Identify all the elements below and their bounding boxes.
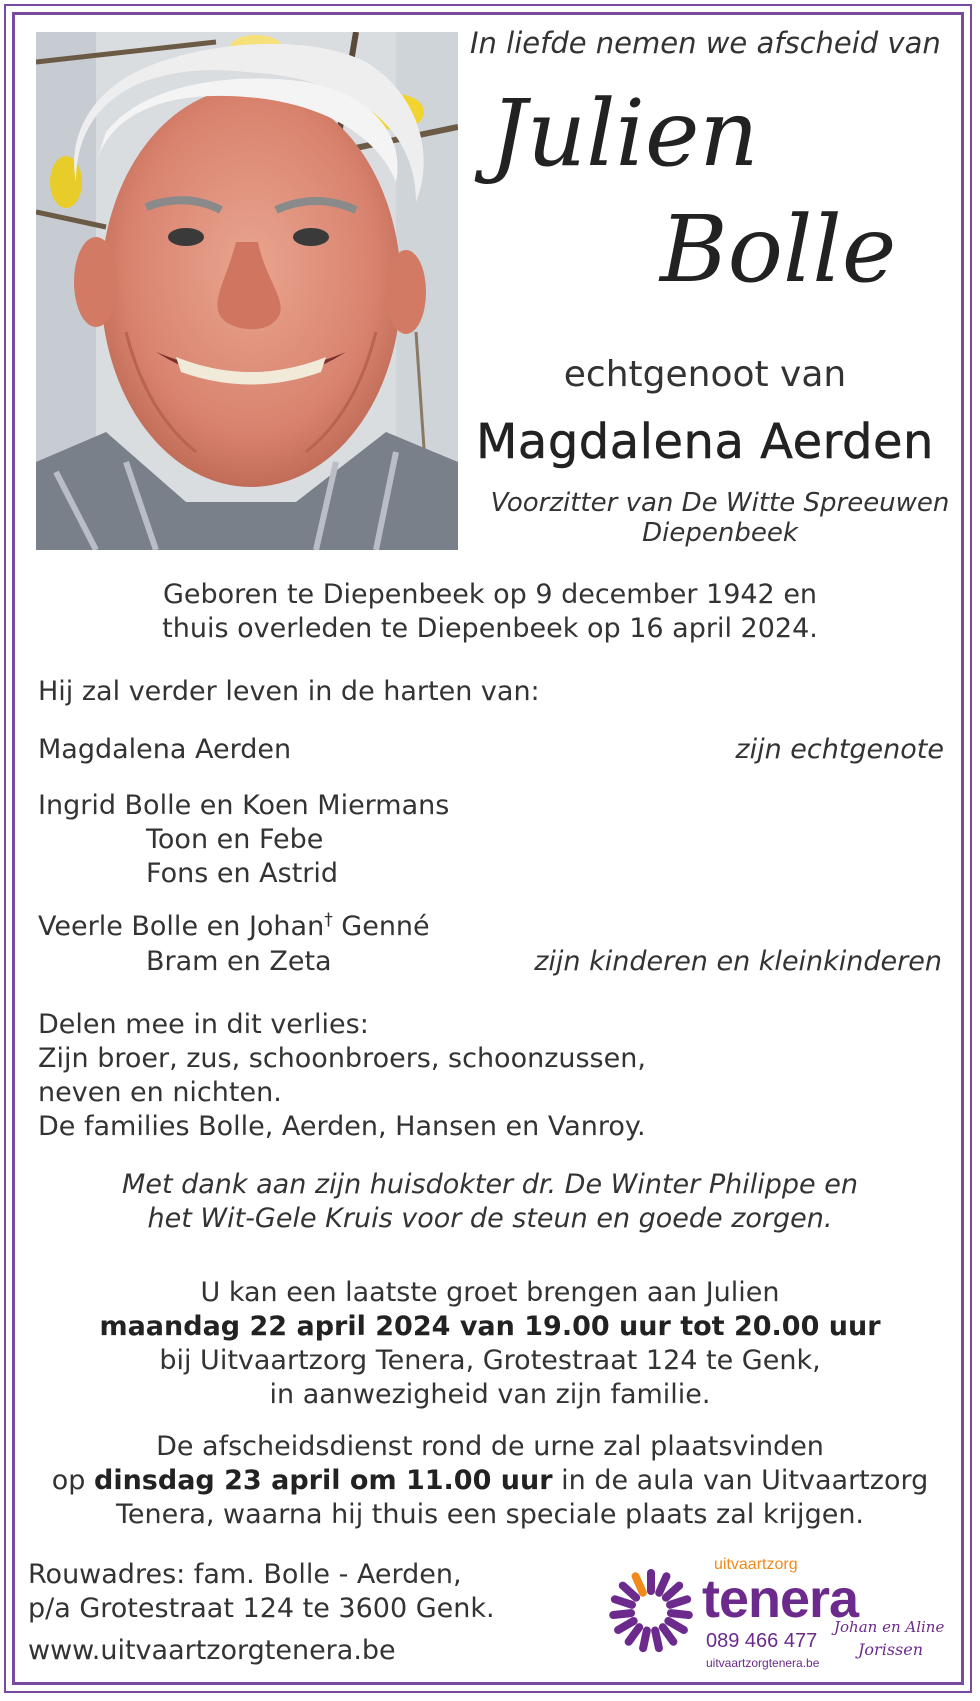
role-line: Diepenbeek xyxy=(642,518,798,548)
dagger-mark: † xyxy=(324,910,333,930)
tenera-logo xyxy=(606,1556,956,1676)
service-datetime: dinsdag 23 april om 11.00 uur xyxy=(94,1465,553,1496)
born-line: thuis overleden te Diepenbeek op 16 april 2024. xyxy=(162,613,818,644)
role-text xyxy=(470,488,970,548)
service-pre: op xyxy=(51,1465,94,1496)
share-loss-line: Zijn broer, zus, schoonbroers, schoonzussen, xyxy=(38,1043,646,1074)
visit-datetime: maandag 22 april 2024 van 19.00 uur tot 20.00 uur xyxy=(99,1311,881,1342)
visit-line: in aanwezigheid van zijn familie. xyxy=(269,1379,711,1410)
visit-block xyxy=(0,1276,980,1412)
thanks-line: Met dank aan zijn huisdokter dr. De Winter Philippe en xyxy=(122,1169,858,1200)
family-spouse-relation: zijn echtgenote xyxy=(735,734,944,765)
intro-text: In liefde nemen we afscheid van xyxy=(470,26,941,60)
share-loss-line: Delen mee in dit verlies: xyxy=(38,1009,369,1040)
service-post: in de aula van Uitvaartzorg xyxy=(552,1465,929,1496)
logo-brand: tenera xyxy=(702,1569,859,1629)
visit-line: bij Uitvaartzorg Tenera, Grotestraat 124 te Genk, xyxy=(159,1345,821,1376)
address-line: p/a Grotestraat 124 te 3600 Genk. xyxy=(28,1593,495,1624)
address-line: Rouwadres: fam. Bolle - Aerden, xyxy=(28,1559,462,1590)
born-line: Geboren te Diepenbeek op 9 december 1942 en xyxy=(162,579,818,610)
share-loss-line: neven en nichten. xyxy=(38,1077,282,1108)
service-block xyxy=(0,1430,980,1532)
children-relation: zijn kinderen en kleinkinderen xyxy=(534,946,942,977)
family-child-2 xyxy=(38,910,430,942)
child-2-name-a: Veerle Bolle en Johan xyxy=(38,911,325,942)
logo-small-text: uitvaartzorg xyxy=(714,1556,798,1573)
thanks-line: het Wit-Gele Kruis voor de steun en goede zorgen. xyxy=(147,1203,833,1234)
logo-signature-2: Jorissen xyxy=(858,1640,924,1659)
logo-signature-1: Johan en Aline xyxy=(834,1618,945,1636)
family-spouse-name: Magdalena Aerden xyxy=(38,734,292,765)
share-loss-block xyxy=(38,1008,646,1144)
family-grandchildren: Fons en Astrid xyxy=(146,858,339,889)
portrait-photo xyxy=(36,32,458,550)
share-loss-line: De families Bolle, Aerden, Hansen en Vanroy. xyxy=(38,1111,646,1142)
thanks-block xyxy=(0,1168,980,1236)
family-grandchildren: Bram en Zeta xyxy=(146,946,332,977)
family-grandchildren: Toon en Febe xyxy=(146,824,324,855)
hearts-intro: Hij zal verder leven in de harten van: xyxy=(38,676,540,707)
child-2-name-b: Genné xyxy=(332,911,430,942)
visit-line: U kan een laatste groet brengen aan Julien xyxy=(200,1277,780,1308)
spouse-label: echtgenoot van xyxy=(563,354,847,395)
service-line: Tenera, waarna hij thuis een speciale plaats zal krijgen. xyxy=(115,1499,865,1530)
service-line: De afscheidsdienst rond de urne zal plaatsvinden xyxy=(156,1431,824,1462)
deceased-last-name: Bolle xyxy=(660,196,897,303)
logo-phone: 089 466 477 xyxy=(706,1630,818,1652)
service-line xyxy=(0,1464,980,1498)
website-link[interactable]: www.uitvaartzorgtenera.be xyxy=(28,1635,396,1666)
family-child-1: Ingrid Bolle en Koen Miermans xyxy=(38,790,450,821)
deceased-first-name: Julien xyxy=(490,80,759,187)
spouse-name: Magdalena Aerden xyxy=(476,414,934,470)
logo-url: uitvaartzorgtenera.be xyxy=(706,1656,820,1670)
tenera-flower-icon xyxy=(606,1566,696,1656)
birth-death-text xyxy=(0,578,980,646)
address-block xyxy=(28,1558,495,1668)
role-line: Voorzitter van De Witte Spreeuwen xyxy=(490,488,950,518)
